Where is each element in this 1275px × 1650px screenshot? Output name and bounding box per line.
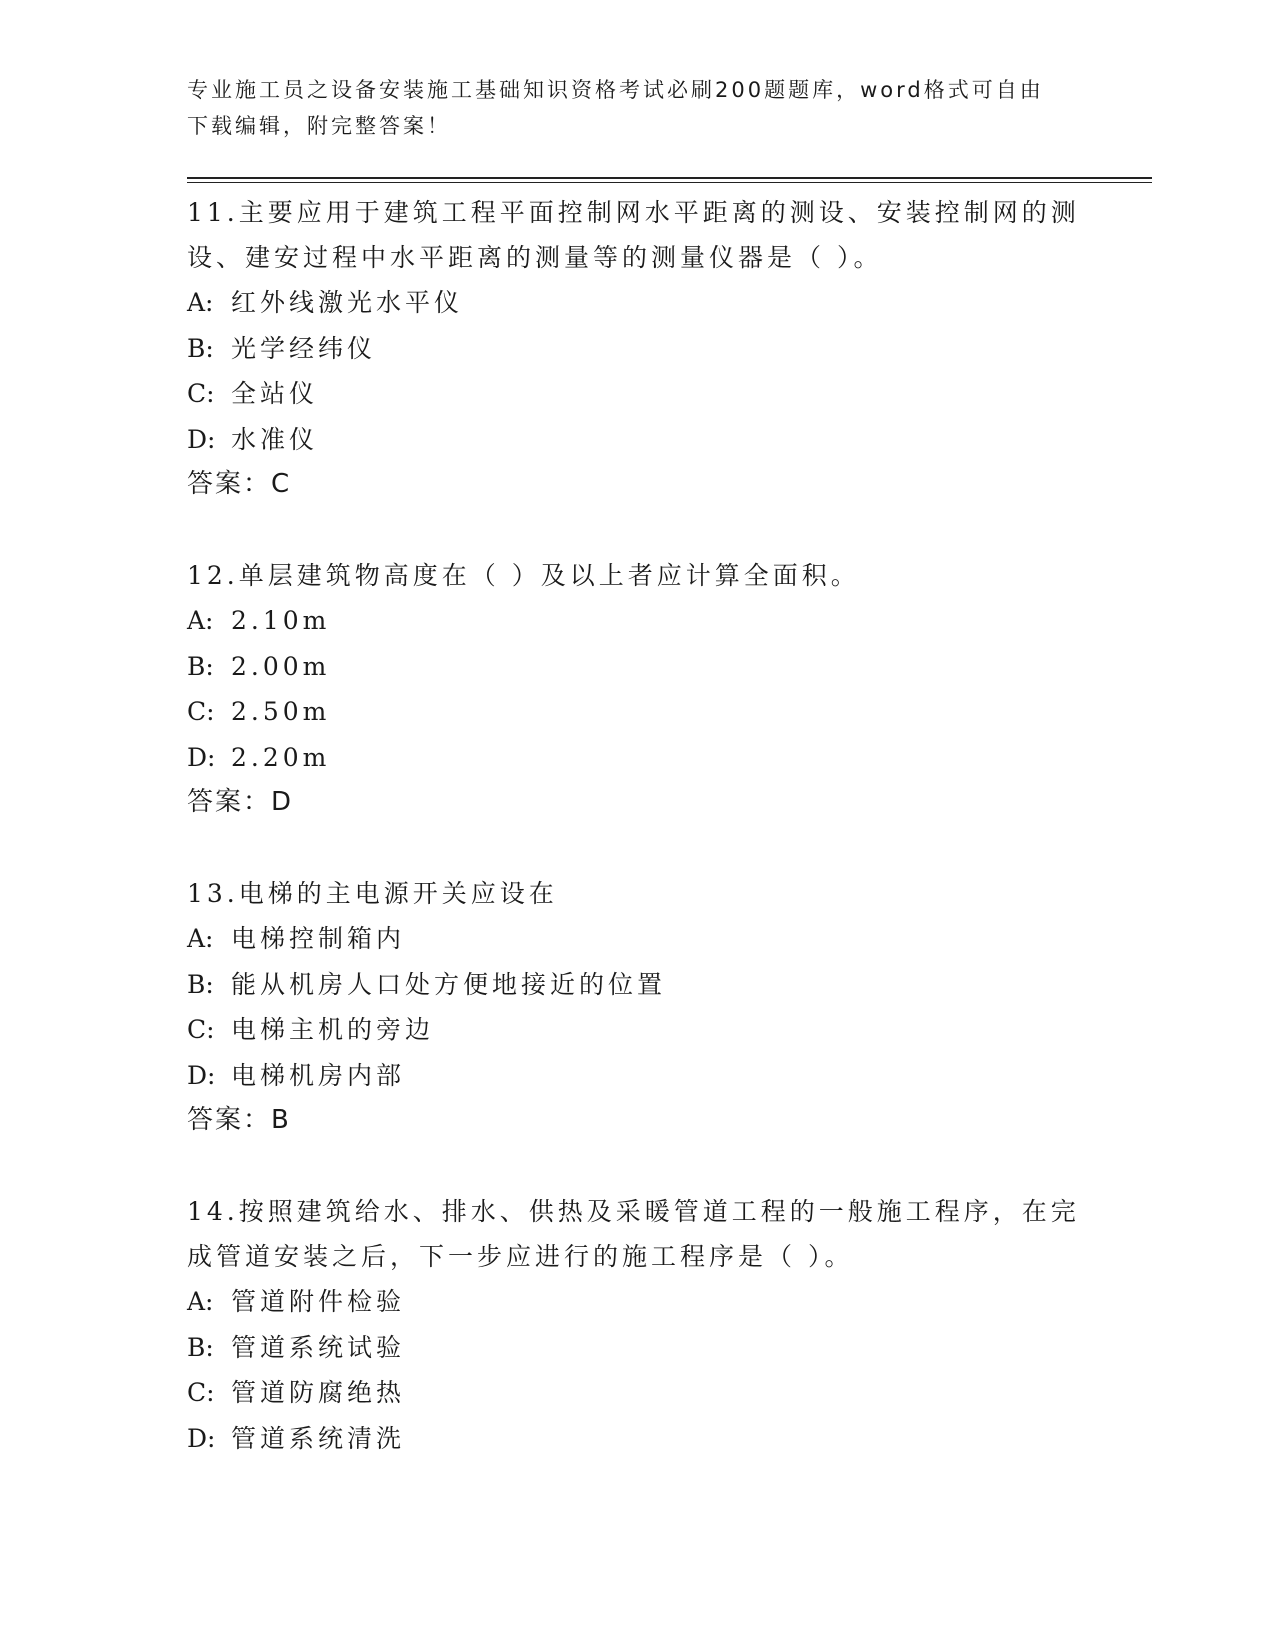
option-text: 2.00m: [231, 651, 331, 681]
option-a: [187, 916, 1087, 962]
answer-line: 答案：B: [187, 1105, 291, 1135]
option-c: [187, 371, 1087, 417]
option-text: 电梯主机的旁边: [231, 1015, 435, 1044]
option-a: [187, 280, 1087, 326]
question-stem: 13.电梯的主电源开关应设在: [187, 879, 558, 908]
option-text: 管道系统清洗: [231, 1423, 406, 1453]
option-d: [187, 1053, 1087, 1099]
answer-line: 答案：C: [187, 469, 292, 499]
question-14: [187, 1189, 1087, 1461]
question-stem: 14.按照建筑给水、排水、供热及采暖管道工程的一般施工程序，在完成管道安装之后，下一步应进行的施工程序是（ ）。: [187, 1197, 1080, 1271]
option-a: [187, 1279, 1087, 1325]
option-letter: D:: [187, 1060, 216, 1090]
option-text: 2.50m: [231, 697, 331, 726]
option-text: 2.10m: [231, 606, 331, 635]
option-d: [187, 735, 1087, 781]
option-d: [187, 417, 1087, 463]
option-text: 全站仪: [231, 379, 319, 408]
document-header: 专业施工员之设备安装施工基础知识资格考试必刷200题题库，word格式可自由下载编辑，附完整答案！: [187, 78, 1044, 138]
option-b: [187, 644, 1087, 690]
question-11: [187, 190, 1087, 507]
option-text: 管道防腐绝热: [231, 1378, 406, 1407]
option-letter: A:: [187, 606, 214, 635]
question-12: [187, 553, 1087, 825]
option-c: [187, 689, 1087, 735]
option-text: 管道系统试验: [231, 1332, 406, 1362]
option-text: 能从机房人口处方便地接近的位置: [231, 969, 667, 999]
question-list: [187, 190, 1087, 1507]
option-b: [187, 326, 1087, 372]
answer-line: 答案：D: [187, 787, 294, 817]
option-b: [187, 1325, 1087, 1371]
option-text: 光学经纬仪: [231, 333, 377, 363]
option-d: [187, 1416, 1087, 1462]
option-text: 水准仪: [231, 424, 319, 454]
option-b: [187, 962, 1087, 1008]
option-letter: D:: [187, 424, 216, 454]
option-letter: C:: [187, 697, 215, 726]
option-letter: C:: [187, 379, 215, 408]
option-letter: A:: [187, 924, 214, 953]
option-letter: C:: [187, 1378, 215, 1407]
option-letter: A:: [187, 288, 214, 317]
option-c: [187, 1370, 1087, 1416]
option-text: 红外线激光水平仪: [231, 288, 464, 317]
option-letter: B:: [187, 969, 214, 999]
option-letter: A:: [187, 1287, 214, 1316]
option-letter: C:: [187, 1015, 215, 1044]
question-stem: 12.单层建筑物高度在（ ）及以上者应计算全面积。: [187, 561, 860, 590]
option-text: 2.20m: [231, 742, 331, 772]
option-text: 管道附件检验: [231, 1287, 406, 1316]
question-stem: 11.主要应用于建筑工程平面控制网水平距离的测设、安装控制网的测设、建安过程中水平距离的测量等的测量仪器是（ ）。: [187, 198, 1080, 272]
option-letter: D:: [187, 1423, 216, 1453]
option-letter: B:: [187, 1332, 214, 1362]
option-letter: B:: [187, 333, 214, 363]
option-text: 电梯机房内部: [231, 1060, 406, 1090]
option-a: [187, 598, 1087, 644]
header-divider: [187, 177, 1152, 183]
option-text: 电梯控制箱内: [231, 924, 406, 953]
question-13: [187, 871, 1087, 1143]
option-letter: B:: [187, 651, 214, 681]
option-c: [187, 1007, 1087, 1053]
option-letter: D:: [187, 742, 216, 772]
